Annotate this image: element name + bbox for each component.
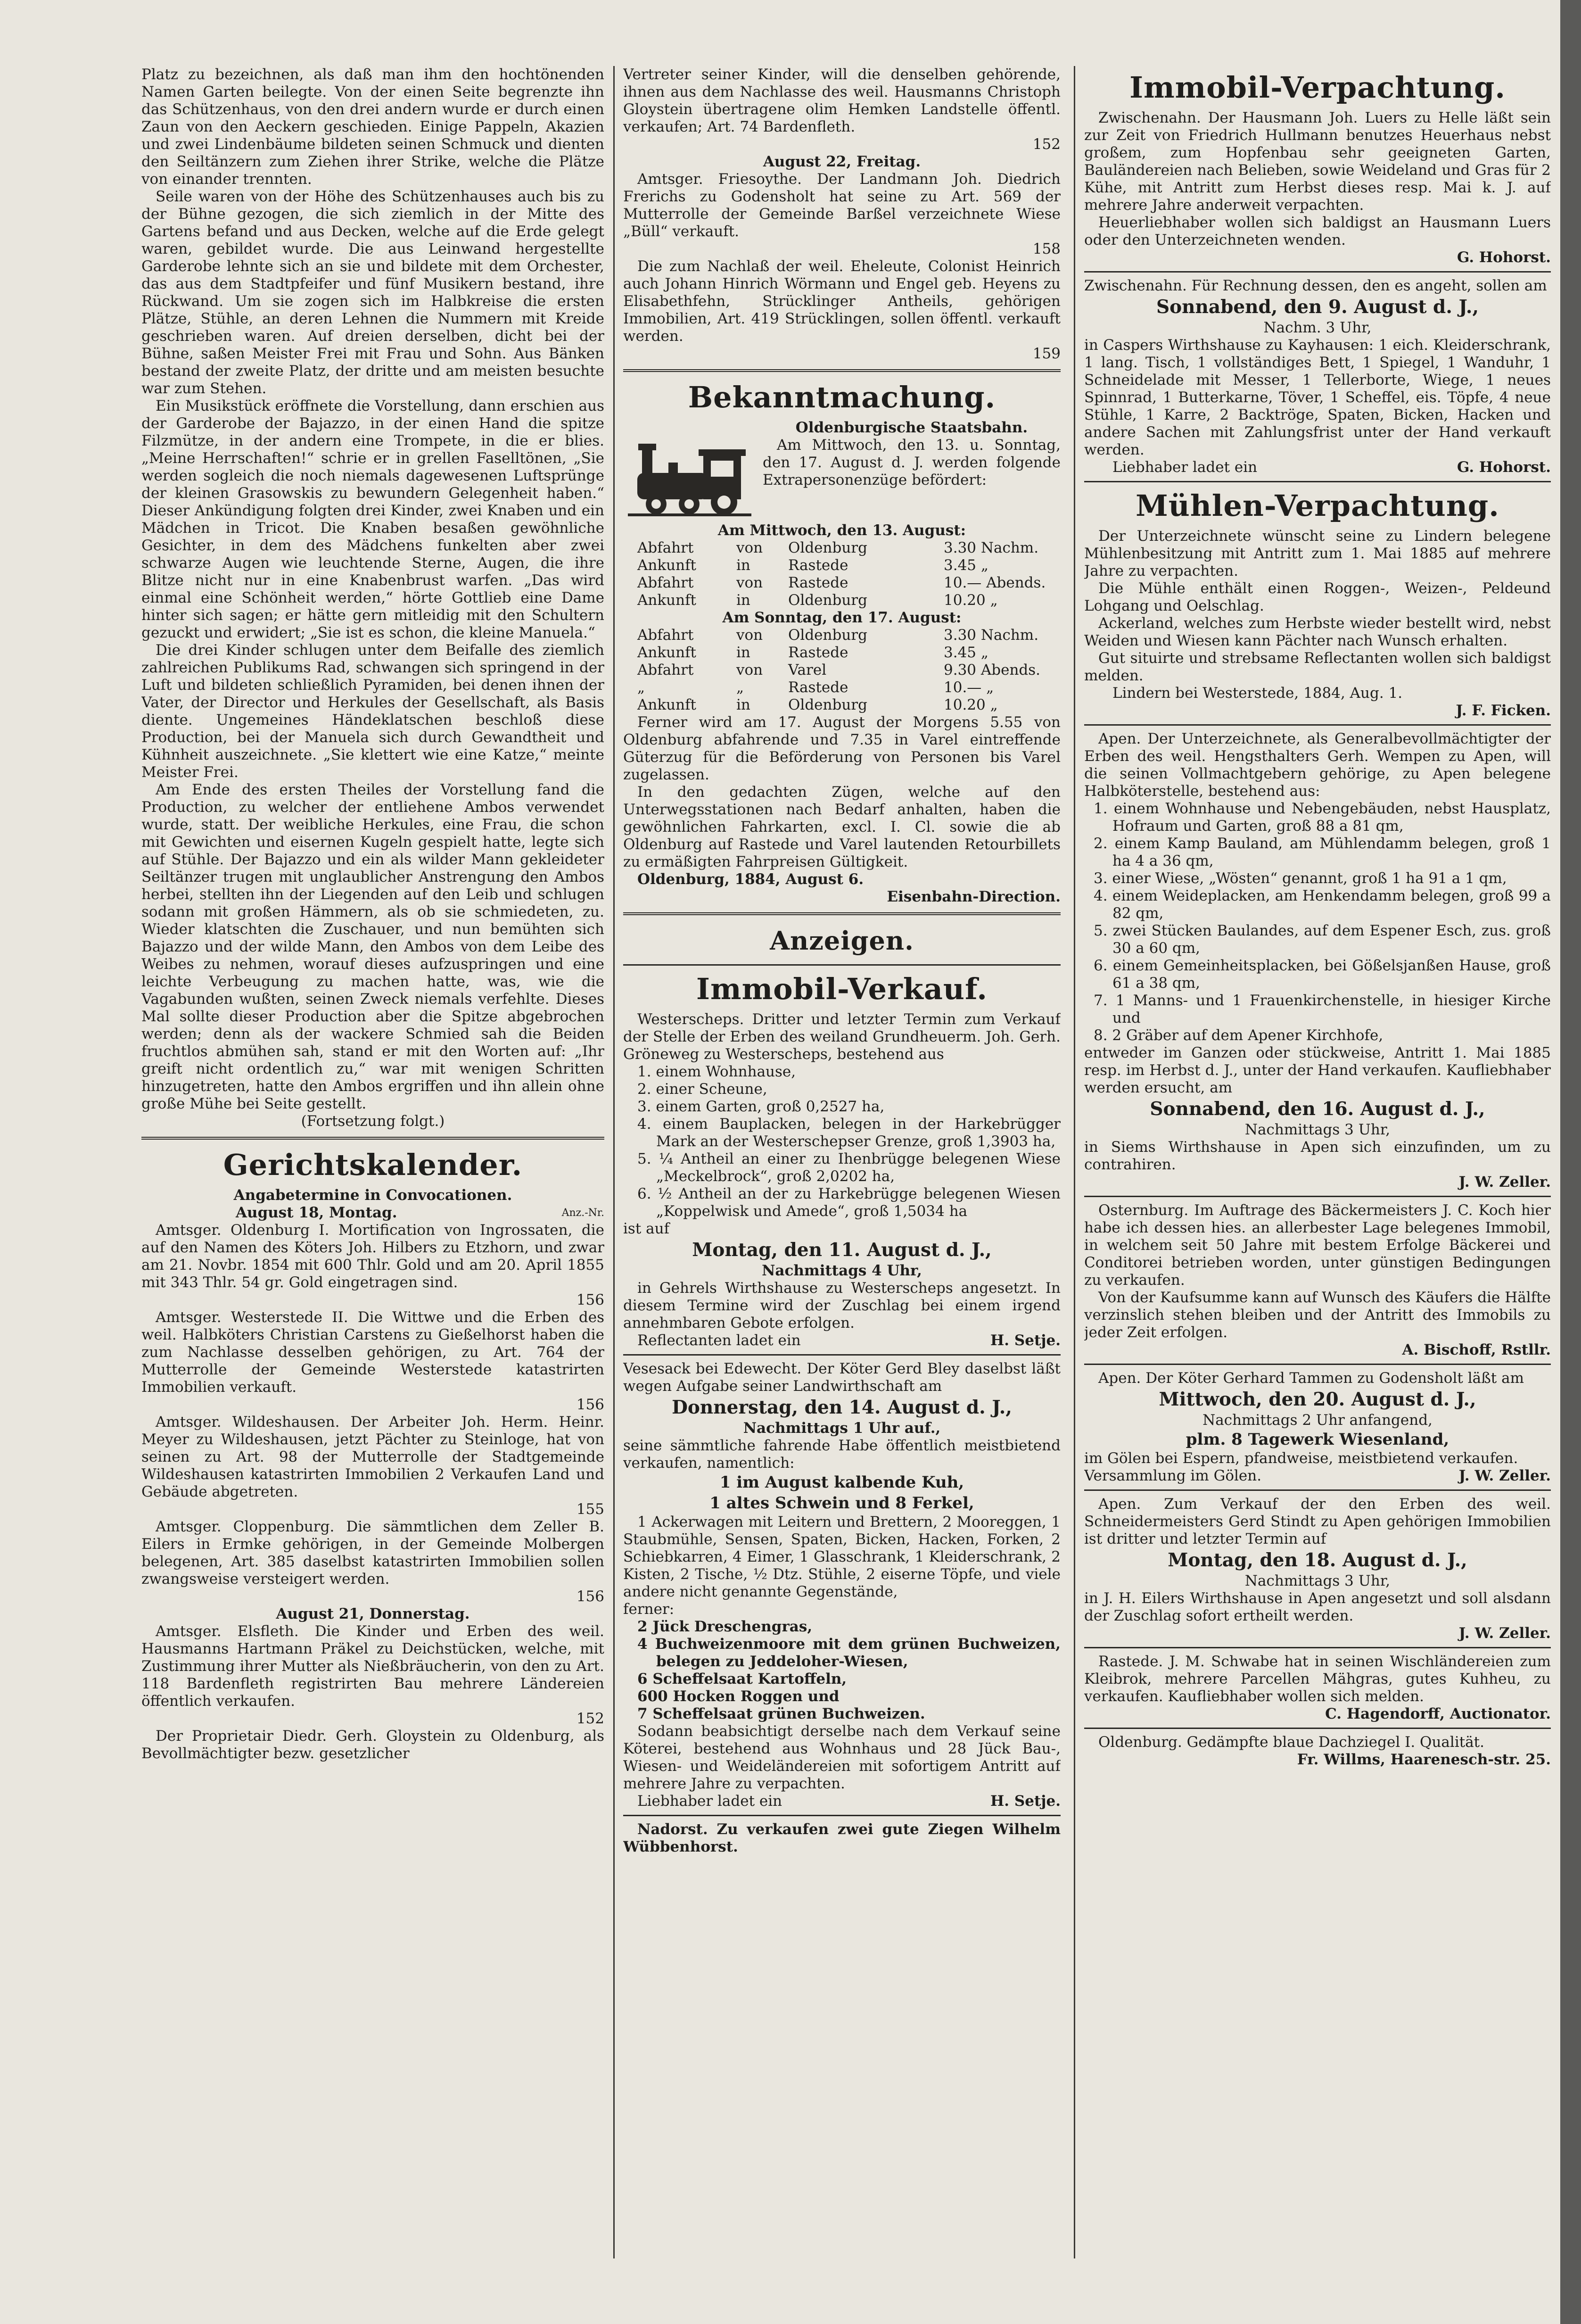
- ad-text: Sodann beabsichtigt derselbe nach dem Verkauf seine Köterei, bestehend aus Wohnhaus und 28 Jück Bau-, Wiesen- und Weideländereien mit sofortigem Antritt auf mehrere Jahre zu verpachten.: [623, 1723, 1061, 1792]
- timetable-cell: Varel: [788, 662, 827, 678]
- goods-list: [623, 1618, 1061, 1723]
- timetable-cell: Abfahrt: [637, 539, 694, 556]
- ad-time: Nachmittags 2 Uhr anfangend,: [1202, 1412, 1433, 1429]
- entry-text: Der Proprietair Diedr. Gerh. Gloystein zu Oldenburg, als Bevollmächtigter bezw. gesetzlicher: [141, 1728, 604, 1762]
- ad-signature: C. Hagendorff, Auctionator.: [1325, 1705, 1551, 1722]
- ad-date: Sonnabend, den 9. August d. J.,: [1156, 296, 1479, 318]
- timetable-cell: 10.— Abends.: [944, 574, 1046, 591]
- section-title: Gerichtskalender.: [223, 1148, 523, 1182]
- ad-text: Apen. Zum Verkauf der den Erben des weil. Schneidermeisters Gerd Stindt zu Apen gehörigen Immobilien ist dritter und letzter Termin auf: [1084, 1496, 1551, 1547]
- timetable-cell: Oldenburg: [788, 627, 867, 644]
- timetable-row: [623, 662, 1061, 679]
- ad-highlight: 1 im August kalbende Kuh,: [719, 1473, 964, 1492]
- date-label: August 22, Freitag.: [763, 153, 921, 170]
- schedule-day-2: Am Sonntag, den 17. August:: [722, 609, 962, 626]
- column-divider: [1074, 66, 1075, 2258]
- signature-name: H. Setje.: [990, 1793, 1061, 1810]
- list-item: 5. ¼ Antheil an einer zu Ihenbrügge belegenen Wiese „Meckelbrock“, groß 2,0202 ha,: [637, 1150, 1061, 1185]
- court-entry: [141, 1623, 604, 1728]
- ad-text: Apen. Der Köter Gerhard Tammen zu Godensholt läßt am: [1098, 1370, 1524, 1387]
- ad-text: entweder im Ganzen oder stückweise, Antritt 1. Mai 1885 resp. im Herbst d. J., unter der Hand verkaufen. Kaufliebhaber werden ersucht, am: [1084, 1044, 1551, 1096]
- divider: [623, 1354, 1061, 1356]
- entry-text: Amtsger. Wildeshausen. Der Arbeiter Joh. Herm. Heinr. Meyer zu Wildeshausen, jetzt Pächter zu Steinloge, hat von seinen zu Art. 98 der Mutterrolle der Stadtgemeinde Wildeshausen katastrirten Immobilien 2 Verkaufen Land und Gebäude abgetreten.: [141, 1414, 604, 1500]
- property-list: [623, 1063, 1061, 1220]
- timetable-cell: in: [736, 557, 750, 574]
- notice-date: Oldenburg, 1884, August 6.: [637, 871, 864, 888]
- ad-text: Vesesack bei Edewecht. Der Köter Gerd Bley daselbst läßt wegen Aufgabe seiner Landwirthschaft am: [623, 1360, 1061, 1395]
- signature-label: Reflectanten ladet ein: [637, 1332, 801, 1349]
- list-item: 4 Buchweizenmoore mit dem grünen Buchweizen, belegen zu Jeddeloher-Wiesen,: [637, 1636, 1061, 1670]
- timetable-row: [623, 574, 1061, 592]
- notice-paragraph: Ferner wird am 17. August der Morgens 5.55 von Oldenburg abfahrende und 7.35 in Varel eintreffende Güterzug für die Beförderung von Personen bis Varel zugelassen.: [623, 714, 1061, 783]
- ad-signature: J. W. Zeller.: [1458, 1174, 1551, 1191]
- list-item: 7. 1 Manns- und 1 Frauenkirchenstelle, in hiesiger Kirche und: [1094, 992, 1551, 1026]
- timetable-cell: Rastede: [788, 679, 848, 696]
- date-heading: [141, 1204, 604, 1222]
- court-entry: [141, 1728, 604, 1762]
- story-paragraph: Ein Musikstück eröffnete die Vorstellung, dann erschien aus der Garderobe der Bajazzo, in der einen Hand die spitze Filzmütze, in der andern eine Trompete, in die er blies. „Meine Herrschaften!“ schrie er in grellen Faselltönen, „Sie werden sogleich die noch niemals dagewesenen Luftsprünge der kleinen Grasowskis zu bewundern Gelegenheit haben.“ Dieser Ankündigung folgten drei Kinder, zwei Knaben und ein Mädchen in Tricot. Die Knaben besaßen gewöhnliche Gesichter, in dem des Mädchens funkelten aber zwei schwarze Augen wie leuchtende Sterne, Augen, die ihre Blitze nicht nur in eine Knabenbrust warfen. „Das wird einmal eine Schönheit werden,“ hörte Gottlieb eine Dame hinter sich sagen; er hätte gern mitleidig mit den Schultern gezuckt und erwidert; „Sie ist es schon, die kleine Manuela.“: [141, 397, 604, 641]
- divider: [623, 912, 1061, 915]
- court-entry: [141, 1222, 604, 1309]
- ad-date: Donnerstag, den 14. August d. J.,: [672, 1397, 1012, 1418]
- notice-intro: Am Mittwoch, den 13. u. Sonntag, den 17. August d. J. werden folgende Extrapersonenzüge befördert:: [763, 437, 1061, 488]
- ad-text: in Caspers Wirthshause zu Kayhausen: 1 eich. Kleiderschrank, 1 lang. Tisch, 1 vollständiges Bett, 1 Spiegel, 1 Wanduhr, 1 Schneidelade mit Messer, 1 Tellerborte, Wiege, 1 neues Spinnrad, 1 Butterkarne, Töver, 1 Scheffel, eis. Töpfe, 4 neue Stühle, 1 Karre, 2 Backtröge, Spaten, Bicken, Hacken und andere Sachen mit Zahlungsfrist unter der Hand verkauft werden.: [1084, 337, 1551, 458]
- entry-text: Die zum Nachlaß der weil. Eheleute, Colonist Heinrich auch Johann Hinrich Wörmann und Engel geb. Heyens zu Elisabethfehn, Strücklinger Antheils, gehörigen Immobilien, Art. 419 Strücklingen, sollen öffentl. verkauft werden.: [623, 258, 1061, 345]
- timetable-1: [623, 539, 1061, 609]
- schedule-day-1: Am Mittwoch, den 13. August:: [717, 522, 966, 539]
- signature-name: G. Hohorst.: [1457, 459, 1551, 476]
- ad-time: Nachmittags 3 Uhr,: [1244, 1121, 1391, 1138]
- ad-text: ferner:: [623, 1601, 675, 1618]
- railway-notice: [623, 379, 1061, 906]
- notice-title: Bekanntmachung.: [688, 380, 996, 414]
- ad-text: Ackerland, welches zum Herbste wieder bestellt wird, nebst Weiden und Wiesen kann Pächter nach Wunsch erhalten.: [1084, 615, 1551, 649]
- ad-signature: [1084, 1467, 1551, 1485]
- divider: [1084, 1364, 1551, 1365]
- timetable-row: [623, 539, 1061, 557]
- ad-time: Nachmittags 3 Uhr,: [1244, 1572, 1391, 1589]
- signature-name: J. W. Zeller.: [1458, 1467, 1551, 1484]
- signature-label: Versammlung im Gölen.: [1084, 1467, 1262, 1484]
- divider: [623, 964, 1061, 966]
- ad-signature: [623, 1793, 1061, 1810]
- entry-text: Amtsger. Westerstede II. Die Wittwe und die Erben des weil. Halbköters Christian Carstens zu Gießelhorst haben die zum Nachlasse desselben gehörigen, zu Art. 764 der Mutterrolle der Gemeinde Westerstede katastrirten Immobilien verkauft.: [141, 1309, 604, 1396]
- ad-text: Apen. Der Unterzeichnete, als Generalbevollmächtigter der Erben des weil. Hengsthalters Gerh. Wempen zu Apen, will die seinen Vollmachtgebern gehörige, zu Apen belegene Halbköterstelle, bestehend aus:: [1084, 730, 1551, 800]
- entry-text: Amtsger. Elsfleth. Die Kinder und Erben des weil. Hausmanns Hartmann Präkel zu Deichstücken, welche, mit Zustimmung ihrer Mutter als Nießbräucherin, von den zu Art. 118 Bardenfleth registrirten Bau mehrere Ländereien öffentlich verkaufen.: [141, 1623, 604, 1710]
- ad-date: Sonnabend, den 16. August d. J.,: [1150, 1098, 1485, 1120]
- story-paragraph: Die drei Kinder schlugen unter dem Beifalle des ziemlich zahlreichen Publikums Rad, schwangen sich springend in der Luft und bildeten schließlich Pyramiden, bei denen ihnen der Vater, der Director und Herkules der Gesellschaft, als Basis diente. Ungemeines Händeklatschen beschloß diese Production, bei der Manuela sich durch Gewandtheit und Kühnheit auszeichnete. „Sie klettert wie eine Katze,“ meinte Meister Frei.: [141, 642, 604, 781]
- notice-signature: Eisenbahn-Direction.: [887, 888, 1061, 905]
- court-entry: [623, 171, 1061, 258]
- divider: [1084, 1489, 1551, 1491]
- story-paragraph: Am Ende des ersten Theiles der Vorstellung fand die Production, zu welcher der entliehene Ambos verwendet wurde, statt. Der weibliche Herkules, eine Frau, die schon mit Gewichten und eisernen Kugeln gespielt hatte, legte sich auf Stühle. Der Bajazzo und ein als wilder Mann gekleideter Seiltänzer trugen mit unglaublicher Anstrengung den Ambos herbei, stellten ihn der Liegenden auf den Leib und schlugen sodann mit großen Hämmern, als ob sie schmiedeten, zu. Wieder klatschten die Zuschauer, und nun bemühten sich Bajazzo und der wilde Mann, den Ambos von dem Leibe des Weibes zu nehmen, worauf dieses aufzuspringen und eine leichte Verbeugung zu machen hatte, was, wie die Vagabunden wußten, seinen Zweck niemals verfehlte. Dieses Mal sollte dieser Production aber die Spitze abgebrochen werden; denn als der wackere Schmied sah die Beiden fruchtlos abmühen sah, stand er mit den Worten auf: „Ihr greift nicht ordentlich zu,“ war mit wenigen Schritten hinzugetreten, hatte den Ambos ergriffen und ihn allein ohne große Mühe bei Seite gestellt.: [141, 781, 604, 1112]
- ad-signature: G. Hohorst.: [1457, 249, 1551, 266]
- timetable-cell: Abfahrt: [637, 662, 694, 678]
- railway-name: Oldenburgische Staatsbahn.: [795, 419, 1028, 436]
- divider: [623, 369, 1061, 372]
- timetable-cell: 10.20 „: [944, 696, 998, 713]
- ad-title: Immobil-Verpachtung.: [1129, 70, 1506, 105]
- timetable-cell: Oldenburg: [788, 696, 867, 713]
- timetable-cell: Ankunft: [637, 644, 696, 661]
- list-item: 8. 2 Gräber auf dem Apener Kirchhofe,: [1094, 1027, 1383, 1044]
- ad-signature: [623, 1332, 1061, 1349]
- anz-nr-label: Anz.-Nr.: [561, 1207, 604, 1219]
- ad-signature: A. Bischoff, Rstllr.: [1402, 1341, 1551, 1358]
- ad-date-line: Lindern bei Westerstede, 1884, Aug. 1.: [1112, 685, 1403, 702]
- entry-number: 159: [1032, 345, 1061, 362]
- ad-text: Zwischenahn. Der Hausmann Joh. Luers zu Helle läßt sein zur Zeit von Friedrich Hullmann benutzes Heuerhaus nebst großem, zum Hopfenbau sehr geeigneten Garten, Bauländereien nach Belieben, sowie Weideland und Gras für 2 Kühe, mit Antritt zum Herbst dieses resp. Mai k. J. auf mehrere Jahre anderweit verpachten.: [1084, 109, 1551, 214]
- court-entry: [141, 1518, 604, 1605]
- ad-time: Nachm. 3 Uhr,: [1263, 319, 1372, 336]
- ad-signature: [1084, 459, 1551, 476]
- ad-text: im Gölen bei Espern, pfandweise, meistbietend verkaufen.: [1084, 1450, 1518, 1467]
- list-item: 4. einem Weideplacken, am Henkendamm belegen, groß 99 a 82 qm,: [1094, 887, 1551, 922]
- date-label: August 21, Donnerstag.: [276, 1605, 470, 1622]
- timetable-cell: 9.30 Abends.: [944, 662, 1041, 678]
- column-1: [141, 66, 604, 2258]
- ad-signature: J. W. Zeller.: [1458, 1625, 1551, 1642]
- ads-heading: Anzeigen.: [770, 926, 914, 956]
- court-entry: [623, 66, 1061, 153]
- ad-time: Nachmittags 1 Uhr auf.,: [743, 1420, 941, 1437]
- timetable-cell: 3.45 „: [944, 557, 988, 574]
- ad-date: Mittwoch, den 20. August d. J.,: [1159, 1389, 1476, 1410]
- list-item: 3. einem Garten, groß 0,2527 ha,: [637, 1098, 885, 1115]
- timetable-cell: „: [736, 679, 744, 696]
- ad-text: Heuerliebhaber wollen sich baldigst an Hausmann Luers oder den Unterzeichneten wenden.: [1084, 214, 1551, 248]
- timetable-cell: in: [736, 696, 750, 713]
- timetable-cell: 3.30 Nachm.: [944, 539, 1039, 556]
- ad-text: 1 Ackerwagen mit Leitern und Brettern, 2 Mooreggen, 1 Staubmühle, Sensen, Spaten, Bicken, Hacken, Forken, 2 Schiebkarren, 4 Eimer, 1 Glasschrank, 1 Kleiderschrank, 2 Kisten, 2 Tische, ½ Dtz. Stühle, 2 eiserne Töpfe, und viele andere nicht genannte Gegenstände,: [623, 1513, 1061, 1600]
- column-divider: [613, 66, 615, 2258]
- ad-text: Osternburg. Im Auftrage des Bäckermeisters J. C. Koch hier habe ich dessen hies. an allerbester Lage belegenes Immobil, in welchem seit 50 Jahre mit bestem Erfolge Bäckerei und Conditorei betrieben worden, unter günstigen Bedingungen zu verkaufen.: [1084, 1202, 1551, 1289]
- story-paragraph: Seile waren von der Höhe des Schützenhauses auch bis zu der Bühne gezogen, die sich ziemlich in der Mitte des Gartens befand und aus Decken, welche auf die Erde gelegt waren, gebildet wurde. Die aus Leinwand hergestellte Garderobe lehnte sich an sie und bildete mit dem Orchester, das aus dem Stadtpfeifer und fünf Musikern bestand, ihre Rückwand. Um sie zogen sich im Halbkreise die ersten Plätze, Stühle, an deren Lehnen die Nummern mit Kreide geschrieben waren. Auf dreien derselben, dicht bei der Bühne, saßen Meister Frei mit Frau und Sohn. Aus Bänken bestand der zweite Platz, der dritte und am meisten besuchte war zum Stehen.: [141, 188, 604, 397]
- timetable-cell: von: [736, 662, 763, 678]
- court-entry: [141, 1309, 604, 1414]
- timetable-row: [623, 696, 1061, 714]
- timetable-cell: von: [736, 574, 763, 591]
- ad-text: in J. H. Eilers Wirthshause in Apen angesetzt und soll alsdann der Zuschlag sofort ertheilt werden.: [1084, 1590, 1551, 1624]
- court-entry: [623, 258, 1061, 363]
- ad-text: Zwischenahn. Für Rechnung dessen, den es angeht, sollen am: [1084, 277, 1547, 294]
- ad-highlight: 1 altes Schwein und 8 Ferkel,: [709, 1494, 974, 1513]
- timetable-cell: Abfahrt: [637, 627, 694, 644]
- timetable-cell: in: [736, 592, 750, 609]
- ad-text: Nadorst. Zu verkaufen zwei gute Ziegen Wilhelm Wübbenhorst.: [623, 1821, 1061, 1855]
- divider: [1084, 724, 1551, 726]
- ad-text: in Siems Wirthshause in Apen sich einzufinden, um zu contrahiren.: [1084, 1139, 1551, 1173]
- ad-signature: Fr. Willms, Haarenesch-str. 25.: [1297, 1751, 1551, 1768]
- timetable-cell: Oldenburg: [788, 592, 867, 609]
- timetable-cell: Abfahrt: [637, 574, 694, 591]
- divider: [623, 1815, 1061, 1816]
- list-item: 6. ½ Antheil an der zu Harkebrügge belegenen Wiesen „Koppelwisk und Amede“, groß 1,5034 ha: [637, 1185, 1061, 1220]
- entry-number: 156: [576, 1396, 604, 1413]
- property-list: [1084, 800, 1551, 1044]
- timetable-cell: Rastede: [788, 574, 848, 591]
- ad-text: Oldenburg. Gedämpfte blaue Dachziegel I. Qualität.: [1098, 1734, 1484, 1751]
- timetable-cell: Rastede: [788, 644, 848, 661]
- timetable-row: [623, 627, 1061, 644]
- list-item: 600 Hocken Roggen und: [637, 1688, 840, 1705]
- ad-time: Nachmittags 4 Uhr,: [762, 1262, 922, 1279]
- ad-title: Immobil-Verkauf.: [696, 972, 988, 1006]
- timetable-cell: 10.20 „: [944, 592, 998, 609]
- ad-date: Montag, den 18. August d. J.,: [1168, 1549, 1467, 1571]
- list-item: 3. einer Wiese, „Wösten“ genannt, groß 1 ha 91 a 1 qm,: [1094, 870, 1507, 887]
- serial-story: [141, 66, 604, 1130]
- ad-highlight: plm. 8 Tagewerk Wiesenland,: [1186, 1430, 1449, 1449]
- section-subtitle: Angabetermine in Convocationen.: [233, 1187, 512, 1204]
- timetable-row: [623, 679, 1061, 696]
- list-item: 6. einem Gemeinheitsplacken, bei Gößelsjanßen Hause, groß 61 a 38 qm,: [1094, 957, 1551, 992]
- timetable-cell: Oldenburg: [788, 539, 867, 556]
- ad-signature: J. F. Ficken.: [1456, 702, 1551, 719]
- timetable-cell: Ankunft: [637, 696, 696, 713]
- list-item: 1. einem Wohnhause und Nebengebäuden, nebst Hausplatz, Hofraum und Garten, groß 88 a 81 qm,: [1094, 800, 1551, 835]
- timetable-cell: in: [736, 644, 750, 661]
- ad-text: Gut situirte und strebsame Reflectanten wollen sich baldigst melden.: [1084, 650, 1551, 684]
- entry-text: Amtsger. Friesoythe. Der Landmann Joh. Diedrich Frerichs zu Godensholt hat seine zu Art. 569 der Mutterrolle der Gemeinde Barßel verzeichnete Wiese „Büll“ verkauft.: [623, 171, 1061, 240]
- ad-text: Die Mühle enthält einen Roggen-, Weizen-, Peldeund Lohgang und Oelschlag.: [1084, 580, 1551, 614]
- entry-number: 152: [1032, 136, 1061, 153]
- ad-text: ist auf: [623, 1220, 670, 1237]
- date-label: August 18, Montag.: [236, 1204, 397, 1221]
- list-item: 6 Scheffelsaat Kartoffeln,: [637, 1671, 847, 1687]
- court-entry: [141, 1414, 604, 1518]
- locomotive-icon: [623, 421, 755, 520]
- divider: [1084, 481, 1551, 482]
- entry-text: Amtsger. Cloppenburg. Die sämmtlichen dem Zeller B. Eilers in Ermke gehörigen, in der Gemeinde Molbergen belegenen, Art. 385 daselbst katastrirten Immobilien sollen zwangsweise versteigert werden.: [141, 1518, 604, 1588]
- divider: [1084, 271, 1551, 273]
- ad-text: Rastede. J. M. Schwabe hat in seinen Wischländereien zum Kleibrok, mehrere Parcellen Mähgras, gutes Kuhheu, zu verkaufen. Kaufliebhaber wollen sich melden.: [1084, 1653, 1551, 1705]
- column-3: [1084, 66, 1551, 2258]
- signature-name: H. Setje.: [990, 1332, 1061, 1349]
- list-item: 2 Jück Dreschengras,: [637, 1618, 813, 1635]
- list-item: 4. einem Bauplacken, belegen in der Harkebrügger Mark an der Westerschepser Grenze, groß 1,3903 ha,: [637, 1116, 1061, 1150]
- signature-label: Liebhaber ladet ein: [637, 1793, 782, 1810]
- continuation-note: (Fortsetzung folgt.): [301, 1113, 445, 1130]
- divider: [1084, 1728, 1551, 1729]
- page-edge: [1560, 0, 1581, 2324]
- ad-date: Montag, den 11. August d. J.,: [692, 1239, 992, 1261]
- story-paragraph: Platz zu bezeichnen, als daß man ihm den hochtönenden Namen Garten beilegte. Von der einen Seite begrenzte ihn das Schützenhaus, von den drei andern wurde er durch einen Zaun von den Aeckern geschieden. Einige Pappeln, Akazien und zwei Lindenbäume bildeten seinen Schmuck und dienten den Seiltänzern zum Ziehen ihrer Strike, welche die Plätze von einander trennten.: [141, 66, 604, 188]
- list-item: 5. zwei Stücken Baulandes, auf dem Espener Esch, zus. groß 30 a 60 qm,: [1094, 922, 1551, 957]
- entry-number: 156: [576, 1291, 604, 1308]
- entry-number: 158: [1032, 240, 1061, 257]
- list-item: 2. einer Scheune,: [637, 1081, 767, 1098]
- timetable-row: [623, 592, 1061, 609]
- signature-label: Liebhaber ladet ein: [1112, 459, 1258, 476]
- timetable-2: [623, 627, 1061, 714]
- ad-text: Von der Kaufsumme kann auf Wunsch des Käufers die Hälfte verzinslich stehen bleiben und der Antritt des Immobils zu jeder Zeit erfolgen.: [1084, 1289, 1551, 1341]
- entry-text: Amtsger. Oldenburg I. Mortification von Ingrossaten, die auf den Namen des Köters Joh. Hilbers zu Etzhorn, und zwar am 21. Novbr. 1854 mit 600 Thlr. Gold und am 20. April 1855 mit 343 Thlr. 54 gr. Gold eingetragen sind.: [141, 1222, 604, 1291]
- timetable-cell: von: [736, 539, 763, 556]
- timetable-cell: „: [637, 679, 645, 696]
- timetable-cell: 10.— „: [944, 679, 994, 696]
- timetable-row: [623, 644, 1061, 662]
- ad-title: Mühlen-Verpachtung.: [1136, 488, 1499, 523]
- list-item: 7 Scheffelsaat grünen Buchweizen.: [637, 1705, 925, 1722]
- ad-text: Westerscheps. Dritter und letzter Termin zum Verkauf der Stelle der Erben des weiland Grundheuerm. Joh. Gerh. Gröneweg zu Westerscheps, bestehend aus: [623, 1011, 1061, 1063]
- timetable-cell: Ankunft: [637, 592, 696, 609]
- timetable-cell: Rastede: [788, 557, 848, 574]
- list-item: 1. einem Wohnhause,: [637, 1063, 796, 1080]
- timetable-cell: Ankunft: [637, 557, 696, 574]
- timetable-row: [623, 557, 1061, 574]
- ad-text: Der Unterzeichnete wünscht seine zu Lindern belegene Mühlenbesitzung mit Antritt zum 1. Mai 1885 auf mehrere Jahre zu verpachten.: [1084, 528, 1551, 579]
- entry-number: 155: [576, 1501, 604, 1518]
- divider: [141, 1137, 604, 1140]
- divider: [1084, 1647, 1551, 1648]
- ad-text: seine sämmtliche fahrende Habe öffentlich meistbietend verkaufen, namentlich:: [623, 1437, 1061, 1472]
- notice-paragraph: In den gedachten Zügen, welche auf den Unterwegsstationen nach Bedarf anhalten, haben die gewöhnlichen Fahrkarten, excl. I. Cl. sowie die ab Oldenburg auf Rastede und Varel lautenden Retourbillets zu ermäßigten Fahrpreisen Gültigkeit.: [623, 784, 1061, 870]
- timetable-cell: von: [736, 627, 763, 644]
- entry-number: 152: [576, 1710, 604, 1727]
- ad-text: in Gehrels Wirthshause zu Westerscheps angesetzt. In diesem Termine wird der Zuschlag bei einem irgend annehmbaren Gebote erfolgen.: [623, 1280, 1061, 1332]
- timetable-cell: 3.45 „: [944, 644, 988, 661]
- entry-number: 156: [576, 1588, 604, 1605]
- entry-text: Vertreter seiner Kinder, will die denselben gehörende, ihnen aus dem Nachlasse des weil. Hausmanns Christoph Gloystein übertragene olim Hemken Landstelle öffentl. verkaufen; Art. 74 Bardenfleth.: [623, 66, 1061, 135]
- list-item: 2. einem Kamp Bauland, am Mühlendamm belegen, groß 1 ha 4 a 36 qm,: [1094, 835, 1551, 869]
- timetable-cell: 3.30 Nachm.: [944, 627, 1039, 644]
- divider: [1084, 1196, 1551, 1197]
- column-2: [623, 66, 1061, 2258]
